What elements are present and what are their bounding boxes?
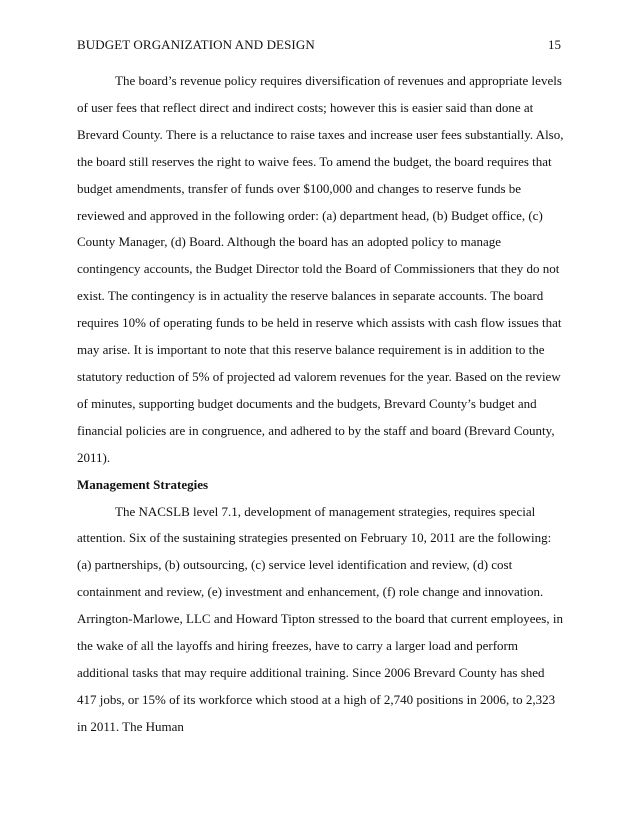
- paragraph-revenue-policy: The board’s revenue policy requires diversification of revenues and appropriate levels of user fees that reflect direct and indirect costs; however this is easier said than done at Brevard County. There is a reluctance to raise taxes and increase user fees substantially. Also, the board still reserves the right to waive fees. To amend the budget, the board requires that budget amendments, transfer of funds over $100,000 and changes to reserve funds be reviewed and approved in the following order: (a) department head, (b) Budget office, (c) County Manager, (d) Board. Although the board has an adopted policy to manage contingency accounts, the Budget Director told the Board of Commissioners that they do not exist. The contingency is in actuality the reserve balances in separate accounts. The board requires 10% of operating funds to be held in reserve which assists with cash flow issues that may arise. It is important to note that this reserve balance requirement is in addition to the statutory reduction of 5% of projected ad valorem revenues for the year. Based on the review of minutes, supporting budget documents and the budgets, Brevard County’s budget and financial policies are in congruence, and adhered to by the staff and board (Brevard County, 2011).: [77, 73, 564, 465]
- section-heading: Management Strategies: [77, 476, 209, 492]
- page-number: 15: [548, 37, 561, 52]
- paragraph-management-strategies: The NACSLB level 7.1, development of management strategies, requires special attention. Six of the sustaining strategies presented on February 10, 2011 are the following: (a) partnerships, (b) outsourcing, (c) service level identification and review, (d) cost containment and review, (e) investment and enhancement, (f) role change and innovation. Arrington-Marlowe, LLC and Howard Tipton stressed to the board that current employees, in the wake of all the layoffs and hiring freezes, have to carry a larger load and perform additional tasks that may require additional training. Since 2006 Brevard County has shed 417 jobs, or 15% of its workforce which stood at a high of 2,740 positions in 2006, to 2,323 in 2011. The Human: [77, 503, 563, 734]
- running-head: [77, 35, 561, 55]
- running-head-title: BUDGET ORGANIZATION AND DESIGN: [77, 37, 315, 52]
- body-text: [77, 68, 567, 741]
